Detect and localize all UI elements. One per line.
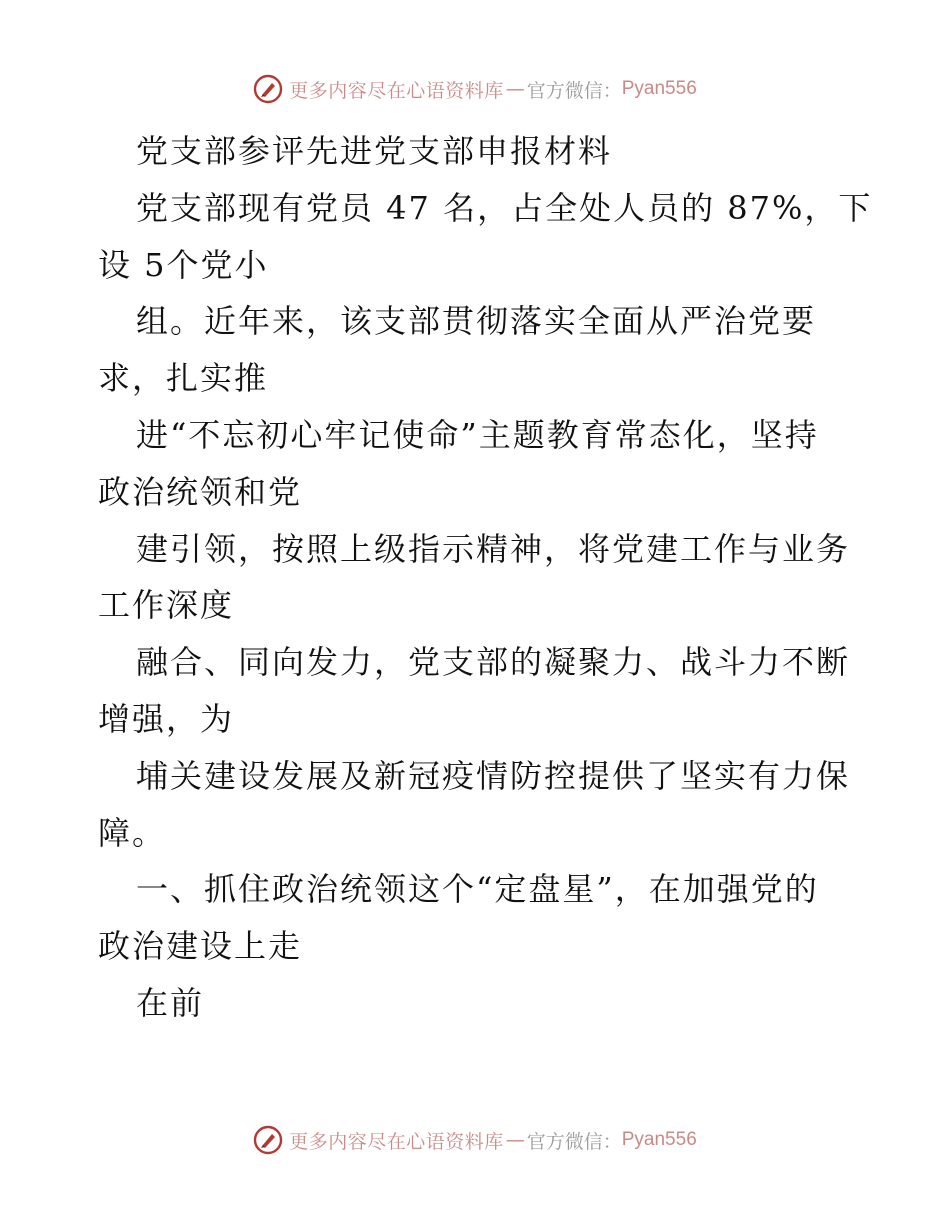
watermark-dash: — <box>505 78 525 100</box>
doc-line: 求，扎实推 <box>98 359 269 398</box>
doc-line: 党支部现有党员 47 名，占全处人员的 87%，下 <box>136 188 873 227</box>
pen-nib-logo-icon <box>253 1125 283 1155</box>
doc-line-section-heading: 一、抓住政治统领这个“定盘星”，在加强党的 <box>136 870 819 909</box>
doc-line: 埔关建设发展及新冠疫情防控提供了坚实有力保 <box>136 756 851 795</box>
doc-line: 增强，为 <box>98 699 235 738</box>
watermark-id: Pyan556 <box>621 1129 697 1150</box>
pen-nib-logo-icon <box>253 74 283 104</box>
doc-line: 政治建设上走 <box>98 927 303 966</box>
watermark-sub-text: 官方微信： <box>526 79 622 102</box>
doc-line: 进“不忘初心牢记使命”主题教育常态化，坚持 <box>136 415 819 454</box>
footer-watermark <box>0 1123 950 1157</box>
doc-line: 设 5个党小 <box>98 245 269 284</box>
watermark-id: Pyan556 <box>621 78 697 99</box>
doc-line: 障。 <box>98 813 167 852</box>
doc-line: 融合、同向发力，党支部的凝聚力、战斗力不断 <box>136 643 851 682</box>
document-body <box>98 123 873 1032</box>
watermark-main-text: 更多内容尽在心语资料库 <box>289 1130 504 1153</box>
doc-line-title: 党支部参评先进党支部申报材料 <box>136 132 613 170</box>
doc-line: 工作深度 <box>98 586 235 625</box>
doc-line: 建引领，按照上级指示精神，将党建工作与业务 <box>136 529 851 568</box>
doc-line: 在前 <box>136 983 205 1022</box>
watermark-dash: — <box>505 1129 525 1151</box>
doc-line: 组。近年来，该支部贯彻落实全面从严治党要 <box>136 302 817 341</box>
doc-line: 政治统领和党 <box>98 472 303 511</box>
watermark-sub-text: 官方微信： <box>526 1130 622 1153</box>
header-watermark <box>0 72 950 106</box>
watermark-main-text: 更多内容尽在心语资料库 <box>289 79 504 102</box>
